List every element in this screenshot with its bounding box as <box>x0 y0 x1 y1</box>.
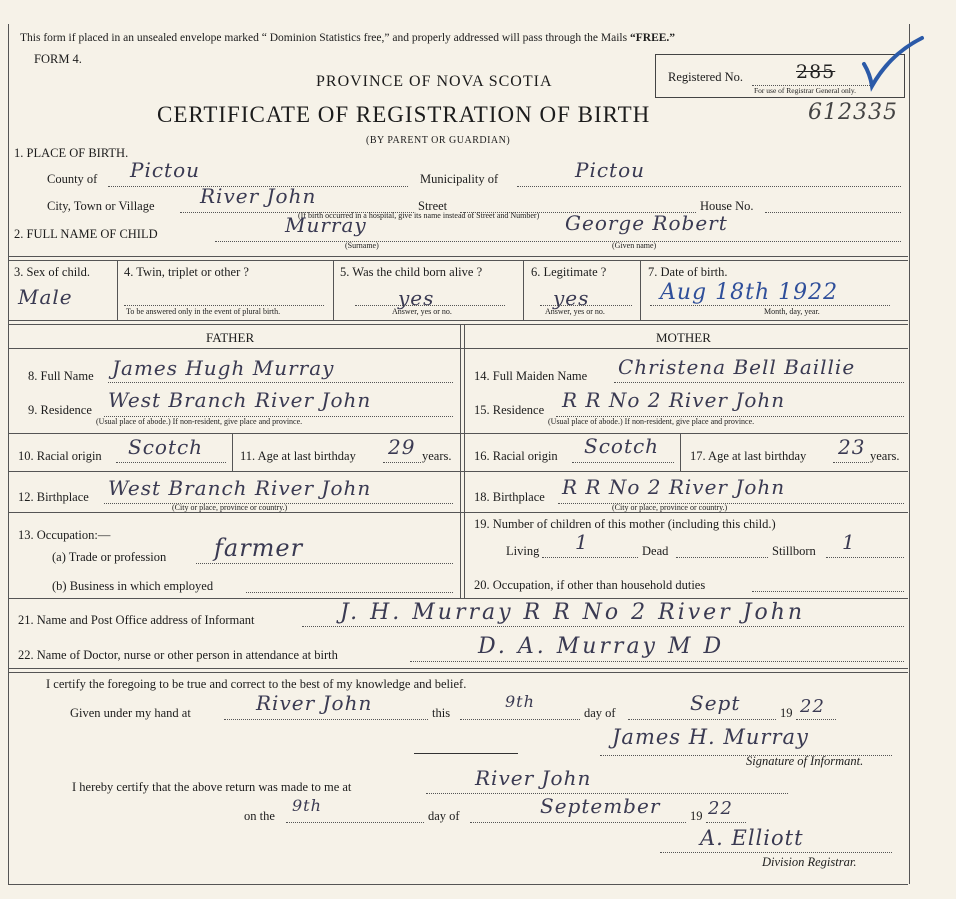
mother-name-label: 14. Full Maiden Name <box>474 369 588 383</box>
registrar-statement: I hereby certify that the above return was made to me at <box>72 780 352 794</box>
mother-residence-label: 15. Residence <box>474 403 545 417</box>
father-occupation-label: 13. Occupation:— <box>18 528 111 542</box>
page-subtitle: (BY PARENT OR GUARDIAN) <box>366 135 511 146</box>
province-heading: PROVINCE OF NOVA SCOTIA <box>316 73 553 90</box>
county-label: County of <box>47 172 98 186</box>
father-age-value: 29 <box>388 435 416 459</box>
legitimate-value: yes <box>553 286 590 310</box>
registrar-caption: Division Registrar. <box>762 855 857 869</box>
legitimate-label: 6. Legitimate ? <box>531 265 607 279</box>
father-residence-label: 9. Residence <box>28 403 92 417</box>
mail-notice <box>20 33 675 45</box>
registrar-year-prefix: 19 <box>690 809 703 823</box>
living-label: Living <box>506 544 540 558</box>
place-heading: 1. PLACE OF BIRTH. <box>14 146 129 160</box>
city-value: River John <box>200 184 317 208</box>
doctor-label: 22. Name of Doctor, nurse or other person in attendance at birth <box>18 648 338 662</box>
informant-value: J. H. Murray R R No 2 River John <box>340 600 806 625</box>
mother-name-value: Christena Bell Baillie <box>618 355 856 379</box>
alive-note: Answer, yes or no. <box>392 307 452 316</box>
registered-label: Registered No. <box>668 70 743 84</box>
mother-birthplace-value: R R No 2 River John <box>562 475 786 499</box>
father-birthplace-label: 12. Birthplace <box>18 490 89 504</box>
municipality-value: Pictou <box>575 158 646 182</box>
living-value: 1 <box>575 530 589 554</box>
father-racial-value: Scotch <box>128 435 204 459</box>
doctor-value: D. A. Murray M D <box>478 634 725 659</box>
mother-racial-value: Scotch <box>584 434 660 458</box>
certify-year-value: 22 <box>800 696 825 717</box>
child-given-name: George Robert <box>565 211 728 235</box>
this-label: this <box>432 706 451 720</box>
twin-note: To be answered only in the event of plural birth. <box>126 307 281 316</box>
mother-residence-value: R R No 2 River John <box>562 388 786 412</box>
twin-label: 4. Twin, triplet or other ? <box>124 265 249 279</box>
stillborn-value: 1 <box>842 530 856 554</box>
stillborn-label: Stillborn <box>772 544 816 558</box>
sex-value: Male <box>18 285 73 309</box>
municipality-label: Municipality of <box>420 172 499 186</box>
father-birthplace-note: (City or place, province or country.) <box>172 503 288 512</box>
certify-month-value: Sept <box>690 691 741 715</box>
father-residence-note: (Usual place of abode.) If non-resident, give place and province. <box>96 417 303 426</box>
registrar-year-value: 22 <box>708 798 733 819</box>
certify-year-prefix: 19 <box>780 706 793 720</box>
mother-age-value: 23 <box>838 435 866 459</box>
mother-occupation-label: 20. Occupation, if other than household duties <box>474 578 706 592</box>
father-residence-value: West Branch River John <box>108 388 372 412</box>
stamp-number: 612335 <box>808 100 898 125</box>
father-age-label: 11. Age at last birthday <box>240 449 356 463</box>
sex-label: 3. Sex of child. <box>14 265 91 279</box>
mother-age-label: 17. Age at last birthday <box>690 449 807 463</box>
informant-label: 21. Name and Post Office address of Informant <box>18 613 255 627</box>
father-name-value: James Hugh Murray <box>112 356 335 380</box>
alive-value: yes <box>398 286 435 310</box>
mother-birthplace-label: 18. Birthplace <box>474 490 545 504</box>
informant-signature-caption: Signature of Informant. <box>746 754 864 768</box>
hospital-note: (If birth occurred in a hospital, give its name instead of Street and Number) <box>298 211 540 220</box>
county-value: Pictou <box>130 158 201 182</box>
mail-notice-text: This form if placed in an unsealed envelope marked “ Dominion Statistics free,” and properly addressed will pass through the Mails <box>20 32 628 44</box>
mother-racial-label: 16. Racial origin <box>474 449 558 463</box>
alive-label: 5. Was the child born alive ? <box>340 265 483 279</box>
surname-caption: (Surname) <box>345 241 379 250</box>
mother-birthplace-note: (City or place, province or country.) <box>612 503 728 512</box>
registrar-month-value: September <box>540 794 661 818</box>
certify-day-value: 9th <box>505 692 535 711</box>
given-place-value: River John <box>256 691 373 715</box>
certify-day-of-label: day of <box>584 706 616 720</box>
check-mark-icon <box>860 34 930 94</box>
father-birthplace-value: West Branch River John <box>108 476 372 500</box>
child-surname: Murray <box>285 213 367 237</box>
registrar-day-value: 9th <box>292 796 322 815</box>
father-age-unit: years. <box>422 449 452 463</box>
given-caption: (Given name) <box>612 241 657 250</box>
registrar-signature: A. Elliott <box>700 826 804 850</box>
registrar-on-label: on the <box>244 809 275 823</box>
father-heading: FATHER <box>206 330 255 345</box>
legitimate-note: Answer, yes or no. <box>545 307 605 316</box>
registrar-note: For use of Registrar General only. <box>754 86 856 95</box>
mother-residence-note: (Usual place of abode.) If non-resident, give place and province. <box>548 417 755 426</box>
father-business-label: (b) Business in which employed <box>52 579 214 593</box>
page-title: CERTIFICATE OF REGISTRATION OF BIRTH <box>157 102 651 127</box>
given-under-label: Given under my hand at <box>70 706 191 720</box>
mother-heading: MOTHER <box>656 330 711 345</box>
registrar-day-of-label: day of <box>428 809 460 823</box>
form-number: FORM 4. <box>34 52 82 66</box>
birth-date-label: 7. Date of birth. <box>648 265 728 279</box>
father-trade-value: farmer <box>214 534 304 562</box>
father-name-label: 8. Full Name <box>28 369 94 383</box>
informant-signature: James H. Murray <box>612 725 809 749</box>
certify-statement: I certify the foregoing to be true and correct to the best of my knowledge and belief. <box>46 677 467 691</box>
mother-age-unit: years. <box>870 449 900 463</box>
birth-date-value: Aug 18th 1922 <box>660 280 839 305</box>
father-racial-label: 10. Racial origin <box>18 449 102 463</box>
mother-children-label: 19. Number of children of this mother (including this child.) <box>474 517 776 531</box>
house-label: House No. <box>700 199 754 213</box>
mail-free-text: “FREE.” <box>629 32 676 44</box>
father-trade-label: (a) Trade or profession <box>52 550 167 564</box>
child-name-label: 2. FULL NAME OF CHILD <box>14 227 158 241</box>
street-label: Street <box>418 199 448 213</box>
dead-label: Dead <box>642 544 669 558</box>
registrar-place-value: River John <box>475 766 592 790</box>
city-label: City, Town or Village <box>47 199 155 213</box>
registered-value: 285 <box>796 61 836 83</box>
birth-date-note: Month, day, year. <box>764 307 820 316</box>
